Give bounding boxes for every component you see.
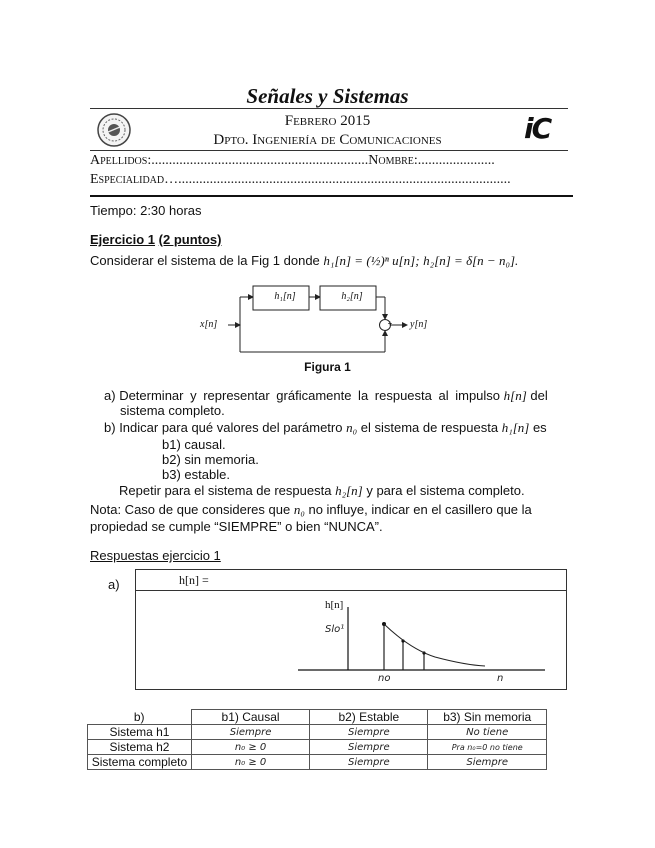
item-b-text: Indicar para qué valores del parámetro: [119, 420, 343, 435]
exam-duration: Tiempo: 2:30 horas: [90, 203, 202, 218]
especialidad-field[interactable]: …...............................................................................................: [164, 172, 511, 187]
row-label: Sistema h1: [88, 725, 192, 740]
h1-block-label: h₁[n]: [274, 291, 296, 302]
repeat-h2: h₂[n]: [335, 483, 363, 498]
table-row: [88, 725, 547, 740]
table-row: [88, 755, 547, 770]
item-b-n0: n₀: [346, 420, 358, 435]
handwritten-n0: no: [378, 673, 391, 684]
item-a: [104, 388, 548, 404]
handwritten-n: n: [497, 673, 504, 684]
note-n0: n₀: [293, 502, 305, 517]
intro-text: Considerar el sistema de la Fig 1 donde: [90, 253, 320, 268]
plot-ylabel: h[n]: [325, 599, 344, 611]
exercise-intro: [90, 253, 518, 269]
answer-a-label: a): [108, 577, 120, 592]
table-row: [88, 740, 547, 755]
header-rule: [90, 150, 568, 151]
answer-cell[interactable]: Siempre: [191, 725, 309, 740]
note-line-1: [90, 502, 560, 518]
h1-definition: h₁[n] = (½)ⁿ u[n];: [323, 253, 420, 268]
hn-box-label: h[n] =: [179, 573, 209, 587]
hn-answer-box[interactable]: [135, 569, 567, 591]
apellidos-label: Apellidos:: [90, 153, 152, 168]
exercise-points: (2 puntos): [158, 232, 222, 247]
sub-item-b3: b3) estable.: [162, 467, 230, 482]
table-header-causal: b1) Causal: [191, 710, 309, 725]
exercise-title: Ejercicio 1: [90, 232, 156, 247]
answer-cell[interactable]: n₀ ≥ 0: [191, 740, 309, 755]
answer-cell[interactable]: Siempre: [310, 725, 428, 740]
note-text-b: no influye, indicar en el casillero que la: [308, 502, 532, 517]
repeat-instruction: [119, 483, 525, 499]
repeat-text-b: y para el sistema completo.: [366, 483, 525, 498]
answer-cell[interactable]: No tiene: [428, 725, 547, 740]
nombre-label: Nombre:: [368, 153, 418, 168]
figure-caption: Figura 1: [304, 360, 351, 374]
apellidos-field[interactable]: ..............................................................: [151, 153, 369, 168]
document-title: Señales y Sistemas: [246, 84, 409, 108]
h2-definition: h₂[n] = δ[n − n₀].: [423, 253, 519, 268]
answers-title: Respuestas ejercicio 1: [90, 548, 221, 563]
answer-cell[interactable]: Siempre: [428, 755, 547, 770]
note-line-2: propiedad se cumple “SIEMPRE” o bien “NUNCA”.: [90, 519, 383, 534]
figure-1-diagram: [195, 280, 445, 360]
exercise-heading: [90, 232, 222, 247]
department-name: Dpto. Ingeniería de Comunicaciones: [213, 132, 442, 148]
item-a-text: Determinar y representar gráficamente la respuesta al impulso: [119, 388, 501, 403]
note-text-a: Nota: Caso de que consideres que: [90, 502, 291, 517]
answer-cell[interactable]: Pra n₀=0 no tiene: [428, 740, 547, 755]
answers-table: [87, 709, 547, 770]
sub-item-b1: b1) causal.: [162, 437, 226, 452]
item-a-symbol: h[n]: [503, 388, 527, 403]
h2-block-label: h₂[n]: [341, 291, 363, 302]
answer-cell[interactable]: n₀ ≥ 0: [191, 755, 309, 770]
answer-cell[interactable]: Siempre: [310, 740, 428, 755]
ic-logo-text: iC: [524, 112, 551, 145]
exam-date: Febrero 2015: [284, 113, 371, 129]
table-header-sin-memoria: b3) Sin memoria: [428, 710, 547, 725]
sub-item-b2: b2) sin memoria.: [162, 452, 259, 467]
item-b: [104, 420, 547, 436]
especialidad-line: [90, 172, 511, 188]
input-label: x[n]: [200, 319, 218, 330]
row-label: Sistema completo: [88, 755, 192, 770]
table-header-estable: b2) Estable: [310, 710, 428, 725]
table-header-b: b): [88, 710, 192, 725]
item-a-label: a): [104, 388, 116, 403]
answer-cell[interactable]: Siempre: [310, 755, 428, 770]
repeat-text-a: Repetir para el sistema de respuesta: [119, 483, 332, 498]
apellidos-line: [90, 153, 495, 169]
item-b-h1: h₁[n]: [501, 420, 530, 435]
nombre-field[interactable]: ......................: [417, 153, 495, 168]
handwritten-amplitude: Slo¹: [325, 624, 345, 635]
summer-plus: +: [387, 319, 393, 328]
item-b-end: es: [532, 420, 547, 435]
item-b-label: b): [104, 420, 116, 435]
item-b-mid: el sistema de respuesta: [360, 420, 499, 435]
row-label: Sistema h2: [88, 740, 192, 755]
ic-logo: [524, 112, 572, 144]
especialidad-label: Especialidad: [90, 172, 165, 187]
title-rule: [90, 108, 568, 109]
item-a-end: del: [530, 388, 548, 403]
table-header-row: [88, 710, 547, 725]
thick-rule: [90, 195, 573, 197]
output-label: y[n]: [410, 319, 428, 330]
item-a-continuation: sistema completo.: [120, 403, 225, 418]
